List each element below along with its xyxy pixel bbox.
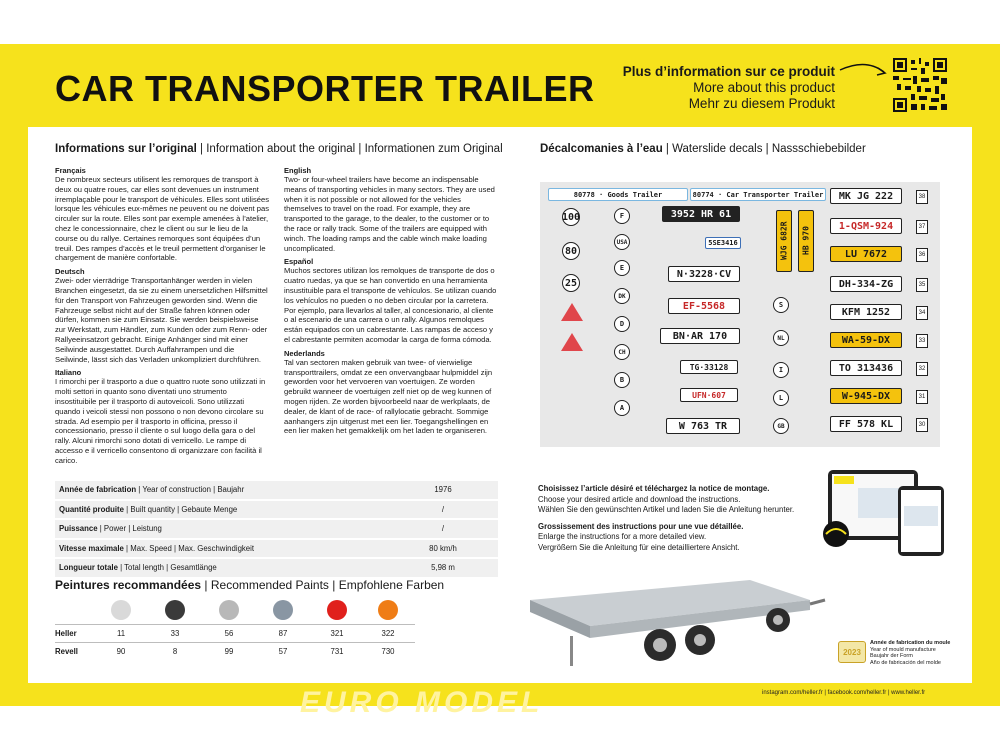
text-it: I rimorchi per il trasporto a due o quattro ruote sono utilizzati in molti settori in quanto sono diventati uno strumento insostituibile per il trasporto di autoveicoli. Sono utilizzati quando i veicoli stessi non possono o non devono circolare su strada. Ad esempio per il trasporto in officina, presso il concessionario, presso il cliente o sul luogo della gara o del rally. Alcuni rimorchi sono dotati di verricello. Le rampe di accesso e il verricello consentono di organizzare con facilità il carico.	[55, 377, 266, 465]
decal-number: 30	[916, 418, 928, 432]
license-plate: 5SE3416	[705, 237, 741, 249]
paint-row-revell: Revell 90 8 99 57 731 730	[55, 646, 395, 656]
paint-row-heller: Heller 11 33 56 87 321 322	[55, 628, 395, 638]
tablet-phone-illustration	[822, 466, 952, 558]
license-plate: BN·AR 170	[660, 328, 740, 344]
trailer-illustration	[510, 570, 830, 685]
license-plate: FF 578 KL	[830, 416, 902, 432]
license-plate-vertical: WJG 682R	[776, 210, 792, 272]
text-de: Zwei- oder vierrädrige Transportanhänger werden in vielen Branchen eingesetzt, da sie zu einem unersetzlichen Hilfsmittel für den Transport von Fahrzeugen geworden sind. Wenn die Fahrzeuge selbst nicht auf der Straße fahren können oder dürfen, kommen sie zum Einsatz. Sie werden beispielsweise zur Werkstatt, zum Händler, zum Kunden oder zum Renn- oder Rallyeeinsatzort gebracht. Einige Anhänger sind mit einer Seilwinde ausgestattet. Durch Auffahrrampen und die Seilwinde, lässt sich das Verladen unkompliziert durchführen.	[55, 276, 268, 364]
lang-fr: Français	[55, 166, 86, 175]
country-oval-d: D	[614, 316, 630, 332]
country-oval-nl: NL	[773, 330, 789, 346]
license-plate-vertical: HB 970	[798, 210, 814, 272]
license-plate: W-945-DX	[830, 388, 902, 404]
decals-title: Décalcomanies à l’eau | Waterslide decals | Nassschiebebilder	[540, 143, 866, 155]
license-plate: N·3228·CV	[668, 266, 740, 282]
page-title: CAR TRANSPORTER TRAILER	[55, 68, 595, 109]
country-oval-a: A	[614, 400, 630, 416]
lang-de: Deutsch	[55, 267, 85, 277]
country-oval-ch: CH	[614, 344, 630, 360]
decal-number: 34	[916, 306, 928, 320]
spec-row: Puissance | Power | Leistung /	[55, 520, 498, 538]
license-plate: MK JG 222	[830, 188, 902, 204]
divider	[55, 624, 415, 625]
decal-sheet	[540, 182, 940, 447]
country-oval-f: F	[614, 208, 630, 224]
text-en: Two- or four-wheel trailers have become an indispensable means of transporting vehicles in many sectors. They are used when it is not possible or not allowed for the vehicles themselves to travel on the road. For example, they are transported to the garage, to the dealer, to the customer or to the race or rally track. Some of the trailers are equipped with winch. The loading ramps and the cable winch make loading uncomplicated.	[284, 175, 495, 253]
more-info[interactable]	[623, 64, 835, 112]
country-oval-dk: DK	[614, 288, 630, 304]
social-links[interactable]: instagram.com/heller.fr | facebook.com/heller.fr | www.heller.fr	[762, 690, 926, 696]
spec-table	[55, 481, 498, 579]
license-plate: W 763 TR	[666, 418, 740, 434]
spec-row: Longueur totale | Total length | Gesamtlänge 5,98 m	[55, 559, 498, 577]
country-oval-s: S	[773, 297, 789, 313]
paint-swatch	[273, 600, 293, 620]
brand-watermark: EURO MODEL	[300, 686, 544, 719]
paints-title: Peintures recommandées | Recommended Paints | Empfohlene Farben	[55, 578, 445, 592]
paint-swatch	[165, 600, 185, 620]
decal-number: 31	[916, 390, 928, 404]
decal-header-car: 80774 · Car Transporter Trailer	[690, 188, 826, 201]
country-oval-i: I	[773, 362, 789, 378]
license-plate: DH-334-ZG	[830, 276, 902, 292]
country-oval-e: E	[614, 260, 630, 276]
country-oval-usa: USA	[614, 234, 630, 250]
license-plate: TO 313436	[830, 360, 902, 376]
paint-swatch	[327, 600, 347, 620]
spec-row: Année de fabrication | Year of construction | Baujahr 1976	[55, 481, 498, 499]
decal-number: 37	[916, 220, 928, 234]
license-plate: 3952 HR 61	[662, 206, 740, 222]
curved-arrow-icon	[838, 60, 890, 80]
more-info-fr: Plus d’information sur ce produit	[622, 64, 835, 79]
speed-sign: 80	[562, 242, 580, 260]
decal-number: 36	[916, 248, 928, 262]
license-plate: LU 7672	[830, 246, 902, 262]
decal-number: 38	[916, 190, 928, 204]
license-plate: TG·33128	[680, 360, 738, 374]
license-plate: UFN·607	[680, 388, 738, 402]
decal-number: 32	[916, 362, 928, 376]
original-info-title: Informations sur l’original | Information about the original | Informationen zum Original	[55, 143, 503, 155]
spec-row: Vitesse maximale | Max. Speed | Max. Geschwindigkeit 80 km/h	[55, 540, 498, 558]
speed-sign: 25	[562, 274, 580, 292]
decal-number: 33	[916, 334, 928, 348]
lang-en: English	[284, 166, 312, 175]
original-col-left	[55, 164, 270, 466]
mould-year-text: Année de fabrication du moule Year of mould manufacture Baujahr der Form Año de fabricación del molde	[870, 640, 951, 666]
license-plate: 1-QSM-924	[830, 218, 902, 234]
spec-row: Quantité produite | Built quantity | Gebaute Menge /	[55, 501, 498, 519]
lang-nl: Nederlands	[284, 348, 325, 358]
warning-triangle-icon	[560, 332, 584, 352]
license-plate: KFM 1252	[830, 304, 902, 320]
country-oval-l: L	[773, 390, 789, 406]
country-oval-b: B	[614, 372, 630, 388]
mould-year-badge: 2023	[838, 641, 866, 663]
text-es: Muchos sectores utilizan los remolques de transporte de dos o cuatro ruedas, ya que se han convertido en una herramienta insustituible para el transporte de vehículos. Se utilizan cuando los vehículos no pueden o no deben circular por la carretera. Por ejemplo, para llevarlos al taller, al concesionario, al cliente o al escenario de una carrera o un rally. Algunos remolques están equipados con un cabrestante. Las rampas de acceso y el cabrestante permiten acomodar la carga de forma cómoda.	[284, 266, 497, 344]
original-col-right	[284, 164, 499, 436]
paint-swatch	[219, 600, 239, 620]
country-oval-gb: GB	[773, 418, 789, 434]
warning-triangle-icon	[560, 302, 584, 322]
more-info-de: Mehr zu diesem Produkt	[688, 96, 835, 111]
lang-it: Italiano	[55, 368, 82, 378]
license-plate: EF-5568	[668, 298, 740, 314]
text-fr: De nombreux secteurs utilisent les remorques de transport à deux ou quatre roues, car elles sont devenues un instrument irremplaçable pour le transport de véhicules. Elles sont utilisées lorsque les véhicules eux-mêmes ne peuvent ou ne doivent pas circuler sur la route. Elles sont par exemple amenées à l’atelier, chez le concessionnaire, chez le client ou sur le lieu de la course ou du rallye. Certaines remorques sont équipées d’un treuil. Des rampes d’accès et le treuil permettent d’organiser le chargement de manière confortable.	[55, 175, 270, 263]
qr-code-icon[interactable]	[893, 58, 947, 112]
speed-sign: 100	[562, 208, 580, 226]
lang-es: Español	[284, 257, 314, 267]
instructions-text: Choisissez l’article désiré et téléchargez la notice de montage. Choose your desired article and download the instructions. Wählen Sie den gewünschten Artikel und laden Sie die Anleitung herunter. Grossissement des instructions pour une vue détaillée. Enlarge the instructions for a more detailed view. Vergrößern Sie die Anleitung für eine detailliertere Ansicht.	[538, 484, 795, 552]
license-plate: WA-59-DX	[830, 332, 902, 348]
decal-number: 35	[916, 278, 928, 292]
paint-swatch	[111, 600, 131, 620]
paint-swatch	[378, 600, 398, 620]
decal-header-goods: 80778 · Goods Trailer	[548, 188, 688, 201]
more-info-en: More about this product	[693, 80, 835, 95]
text-nl: Tal van sectoren maken gebruik van twee- of vierwielige transporttrailers, omdat ze een onvervangbaar hulpmiddel zijn geworden voor het vervoeren van voertuigen. Ze worden gebruikt wanneer de voertuigen zelf niet op de weg kunnen of mogen rijden. Ze worden bijvoorbeeld naar de werkplaats, de dealer, de klant of de race- of rallylocatie gebracht. Sommige aanhangers zijn uitgerust met een lier. Toegangshellingen en een lier maken het gemakkelijk om het laden te organiseren.	[284, 357, 493, 436]
divider	[55, 642, 415, 643]
